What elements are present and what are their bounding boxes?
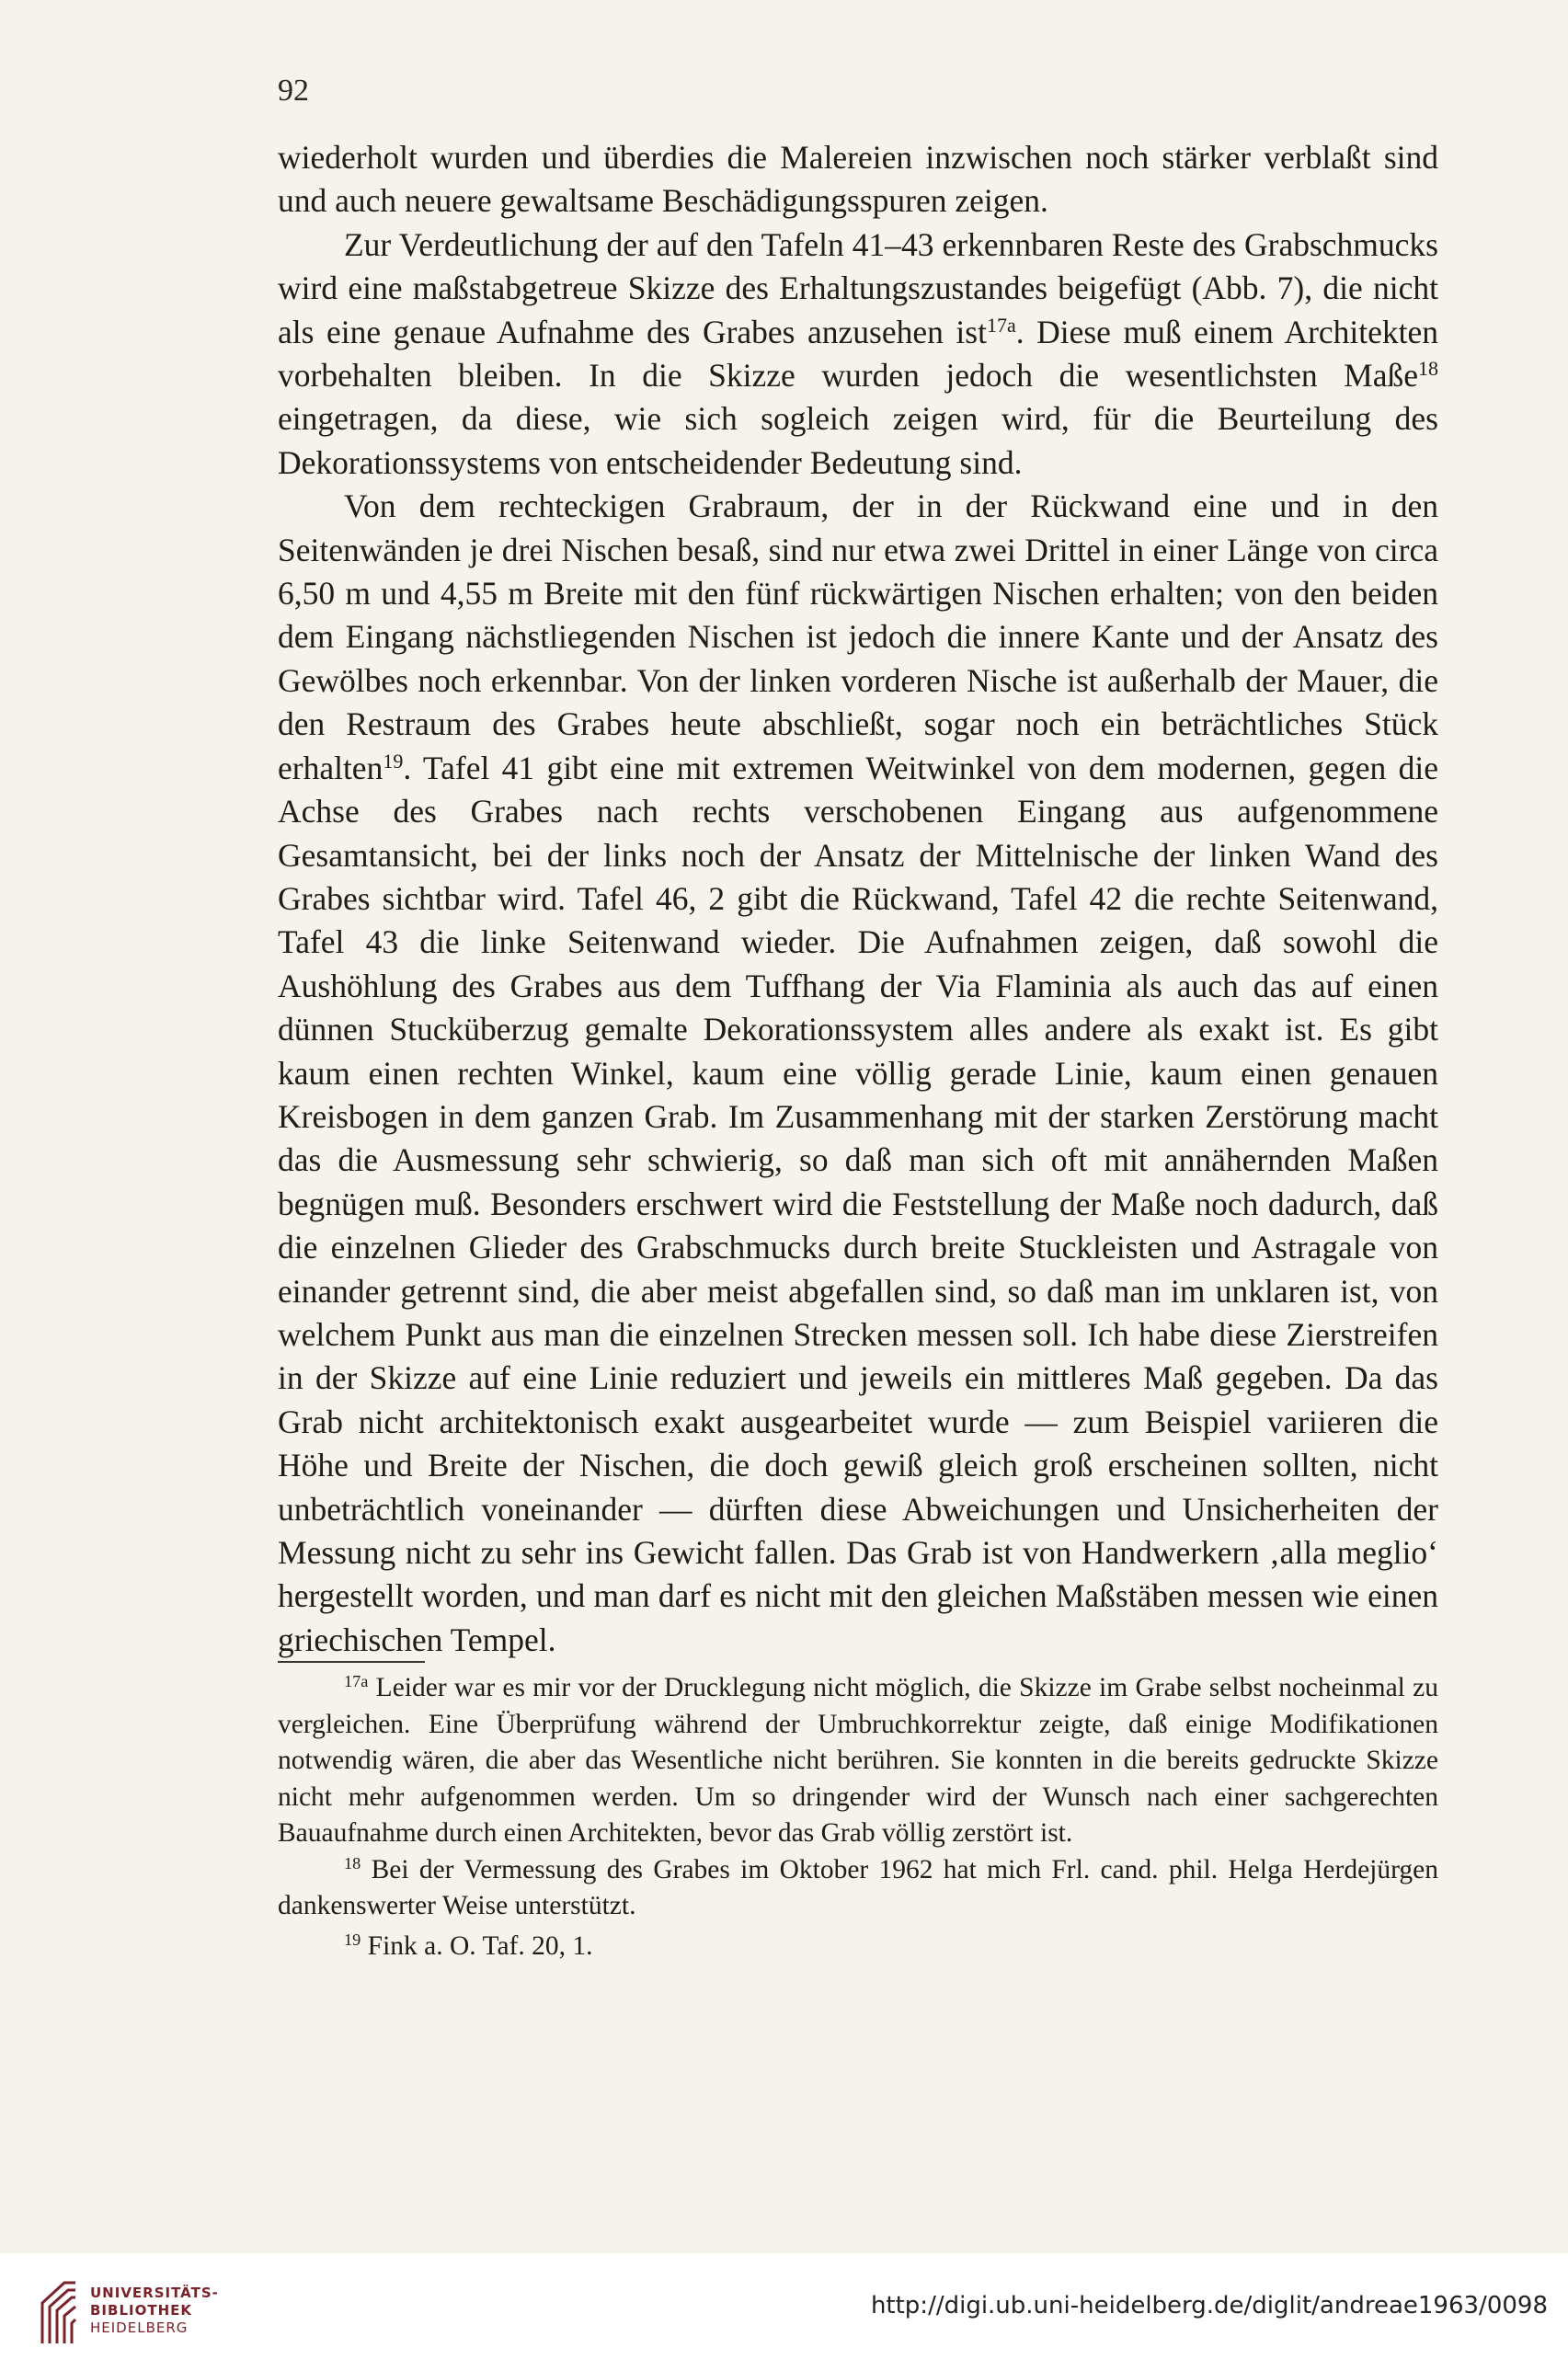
footnote-17a xyxy=(278,1670,1438,1852)
body-text xyxy=(278,136,1438,1662)
paragraph-text: wiederholt wurden und überdies die Malereien inzwischen noch stärker verblaßt sind und auch neuere gewaltsame Beschädigungsspuren zeigen. xyxy=(278,139,1438,220)
paragraph-text: . Tafel 41 gibt eine mit extremen Weitwinkel von dem modernen, gegen die Achse des Grabes nach rechts verschobenen Eingang aus aufgenommene Gesamtansicht, bei der links noch der Ansatz der Mittelnische der linken Wand des Grabes sichtbar wird. Tafel 46, 2 gibt die Rückwand, Tafel 42 die rechte Seitenwand, Tafel 43 die linke Seitenwand wieder. Die Aufnahmen zeigen, daß sowohl die Aushöhlung des Grabes aus dem Tuffhang der Via Flaminia als auch das auf einen dünnen Stucküberzug gemalte Dekorationssystem alles andere als exakt ist. Es gibt kaum einen rechten Winkel, kaum eine völlig gerade Linie, kaum einen genauen Kreisbogen in dem ganzen Grab. Im Zusammenhang mit der starken Zerstörung macht das die Ausmessung sehr schwierig, so daß man sich oft mit annähernden Maßen begnügen muß. Besonders erschwert wird die Feststellung der Maße noch dadurch, daß die einzelnen Glieder des Grabschmucks durch breite Stuckleisten und Astragale von einander getrennt sind, die aber meist abgefallen sind, so daß man im unklaren ist, von welchem Punkt aus man die einzelnen Strecken messen soll. Ich habe diese Zierstreifen in der Skizze auf eine Linie reduziert und jeweils ein mittleres Maß gegeben. Da das Grab nicht architektonisch exakt ausgearbeitet wurde — zum Beispiel variieren die Höhe und Breite der Nischen, die doch gewiß gleich groß erscheinen sollten, nicht unbeträchtlich voneinander — dürften diese Abweichungen und Unsicherheiten der Messung nicht zu sehr ins Gewicht fallen. Das Grab ist von Handwerkern ‚alla meglio‘ hergestellt worden, und man darf es nicht mit den gleichen Maßstäben messen wie einen griechischen Tempel. xyxy=(278,749,1438,1658)
footnote-ref-19[interactable]: 19 xyxy=(383,749,404,773)
paragraph-text: Zur Verdeutlichung der auf den Tafeln 41–43 erkennbaren Reste des Grabschmucks wird eine maßstabgetreue Skizze des Erhaltungszustandes beigefügt (Abb. 7), die nicht als eine genaue Aufnahme des Grabes anzusehen ist xyxy=(278,225,1438,350)
footnote-ref-18[interactable]: 18 xyxy=(1418,356,1438,380)
paragraph-3 xyxy=(278,485,1438,1662)
library-name-line3: HEIDELBERG xyxy=(90,2319,189,2336)
paragraph-1 xyxy=(278,136,1438,223)
ub-heidelberg-logo-icon[interactable] xyxy=(37,2275,81,2349)
footnote-text: Leider war es mir vor der Drucklegung nicht möglich, die Skizze im Grabe selbst nocheinmal zu vergleichen. Eine Überprüfung während der Umbruchkorrektur zeigte, daß einige Modifikationen notwendig wären, die aber das Wesentliche nicht berühren. Sie konnten in die bereits gedruckte Skizze nicht mehr aufgenommen werden. Um so dringender wird der Wunsch nach einer sachgerechten Bauaufnahme durch einen Architekten, bevor das Grab völlig zerstört ist. xyxy=(278,1673,1438,1848)
footnote-divider xyxy=(278,1661,425,1663)
viewer-footer xyxy=(0,2253,1568,2371)
footnote-text: Fink a. O. Taf. 20, 1. xyxy=(361,1930,593,1961)
paragraph-text: Von dem rechteckigen Grabraum, der in der Rückwand eine und in den Seitenwänden je drei Nischen besaß, sind nur etwa zwei Drittel in einer Länge von circa 6,50 m und 4,55 m Breite mit den fünf rückwärtigen Nischen erhalten; von den beiden dem Eingang nächstliegenden Nischen ist jedoch die innere Kante und der Ansatz des Gewölbes noch erkennbar. Von der linken vorderen Nische ist außerhalb der Mauer, die den Restraum des Grabes heute abschließt, sogar noch ein beträchtliches Stück erhalten xyxy=(278,487,1438,786)
footnote-mark: 19 xyxy=(344,1930,361,1949)
footnote-ref-17a[interactable]: 17a xyxy=(986,313,1016,337)
library-name-line2: BIBLIOTHEK xyxy=(90,2302,192,2319)
permalink-url[interactable]: http://digi.ub.uni-heidelberg.de/diglit/andreae1963/0098 xyxy=(870,2292,1548,2319)
footnote-text: Bei der Vermessung des Grabes im Oktober 1962 hat mich Frl. cand. phil. Helga Herdejürgen dankenswerter Weise unterstützt. xyxy=(278,1854,1438,1920)
paragraph-2 xyxy=(278,223,1438,485)
footnote-mark: 17a xyxy=(344,1671,369,1690)
library-name-line1: UNIVERSITÄTS- xyxy=(90,2285,219,2301)
footnote-mark: 18 xyxy=(344,1853,361,1873)
library-name[interactable] xyxy=(90,2285,219,2337)
footnote-19 xyxy=(278,1929,1438,1965)
paragraph-text: eingetragen, da diese, wie sich sogleich zeigen wird, für die Beurteilung des Dekorationssystems von entscheidender Bedeutung sind. xyxy=(278,400,1438,481)
footnotes xyxy=(278,1670,1438,1964)
page-number: 92 xyxy=(278,74,309,108)
footnote-18 xyxy=(278,1852,1438,1925)
paragraph-text: . Diese muß einem Architekten vorbehalten bleiben. In die Skizze wurden jedoch die wesentlichsten Maße xyxy=(278,313,1438,395)
